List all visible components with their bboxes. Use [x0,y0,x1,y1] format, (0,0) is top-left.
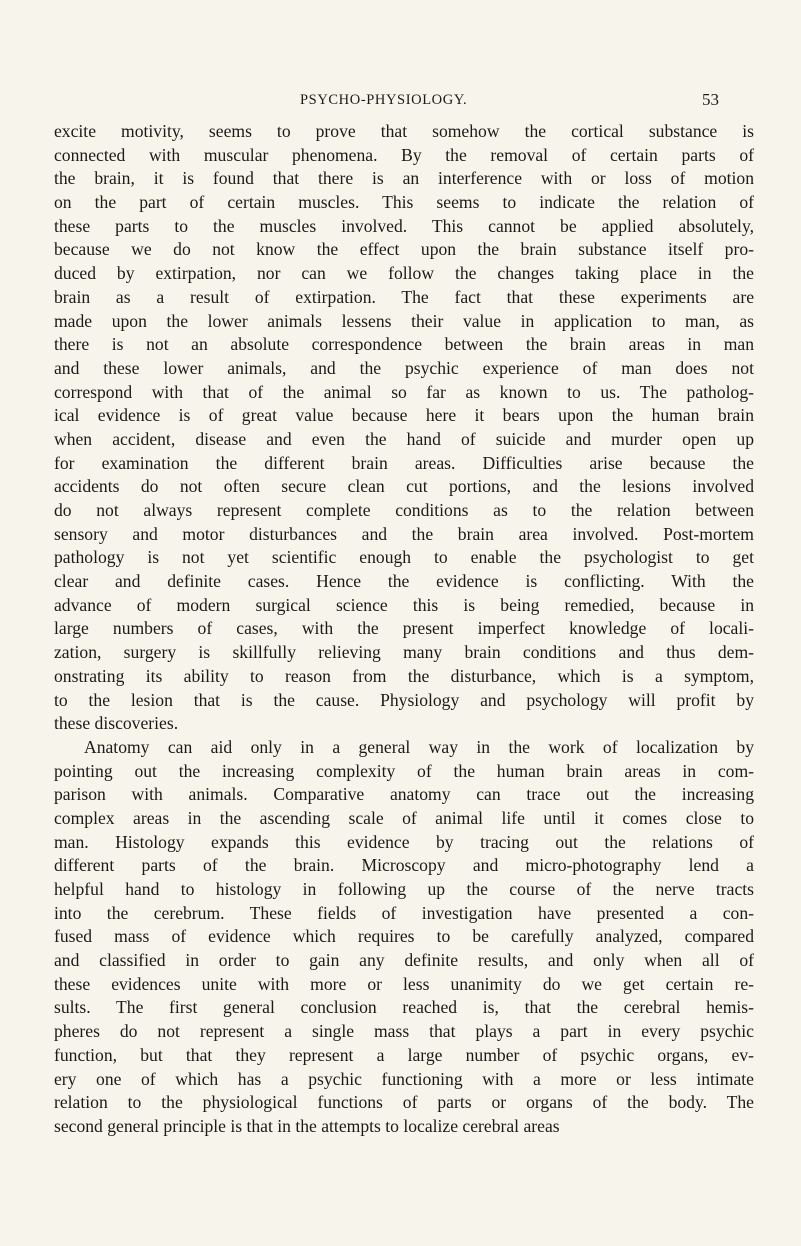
text-line: helpful hand to histology in following up the course of the nerve tracts [54,879,754,899]
text-line: pointing out the increasing complexity of the human brain areas in com- [54,760,754,781]
text-line: do not always represent complete conditions as to the relation between [54,500,754,520]
text-line: and these lower animals, and the psychic experience of man does not [54,357,754,378]
text-line: and classified in order to gain any definite results, and only when all of [54,950,754,971]
text-line: excite motivity, seems to prove that somehow the cortical substance is [54,121,754,141]
text-line: onstrating its ability to reason from the disturbance, which is a symptom, [54,665,754,686]
text-line: these parts to the muscles involved. This cannot be applied absolutely, [54,215,754,236]
text-line: fused mass of evidence which requires to be carefully analyzed, compared [54,926,754,947]
text-line: large numbers of cases, with the present imperfect knowledge of locali- [54,618,754,639]
page-number: 53 [702,90,719,109]
text-line: relation to the physiological functions of parts or organs of the body. The [54,1092,754,1113]
text-line: zation, surgery is skillfully relieving many brain conditions and thus dem- [54,642,754,663]
text-line: into the cerebrum. These fields of investigation have presented a con- [54,902,754,923]
text-line: sults. The first general conclusion reached is, that the cerebral hemis- [54,997,754,1018]
text-line: for examination the different brain areas. Difficulties arise because the [54,452,754,473]
text-line: different parts of the brain. Microscopy and micro-photography lend a [54,855,754,876]
text-line: second general principle is that in the attempts to localize cerebral areas [54,1115,560,1136]
paragraph-1 [54,120,754,736]
text-line: pathology is not yet scientific enough to enable the psychologist to get [54,547,754,568]
text-line: on the part of certain muscles. This seems to indicate the relation of [54,192,754,213]
body-text [54,120,754,1139]
text-line: made upon the lower animals lessens their value in application to man, as [54,310,754,331]
text-line: function, but that they represent a large number of psychic organs, ev- [54,1044,754,1065]
text-line: to the lesion that is the cause. Physiology and psychology will profit by [54,689,754,710]
text-line: pheres do not represent a single mass that plays a part in every psychic [54,1021,754,1042]
text-line: duced by extirpation, nor can we follow the changes taking place in the [54,263,754,284]
text-line: ery one of which has a psychic functioning with a more or less intimate [54,1068,754,1089]
text-line: complex areas in the ascending scale of animal life until it comes close to [54,807,754,828]
text-line: accidents do not often secure clean cut portions, and the lesions involved [54,476,754,497]
text-line: clear and definite cases. Hence the evidence is conflicting. With the [54,571,754,592]
text-line: advance of modern surgical science this is being remedied, because in [54,594,754,615]
text-line: brain as a result of extirpation. The fact that these experiments are [54,286,754,307]
text-line: because we do not know the effect upon the brain substance itself pro- [54,239,754,260]
text-line: connected with muscular phenomena. By the removal of certain parts of [54,144,754,165]
text-line: these discoveries. [54,713,179,734]
text-line: ical evidence is of great value because here it bears upon the human brain [54,405,754,426]
running-title: PSYCHO-PHYSIOLOGY. [300,92,468,108]
text-line: parison with animals. Comparative anatomy can trace out the increasing [54,784,754,805]
text-line: correspond with that of the animal so far as known to us. The patholog- [54,381,754,402]
text-line: there is not an absolute correspondence between the brain areas in man [54,334,754,355]
paragraph-2 [54,736,754,1139]
text-line: sensory and motor disturbances and the brain area involved. Post-mortem [54,523,754,544]
text-line: the brain, it is found that there is an interference with or loss of motion [54,168,754,189]
text-line: these evidences unite with more or less unanimity do we get certain re- [54,973,754,994]
text-line: when accident, disease and even the hand of suicide and murder open up [54,428,754,449]
text-line: Anatomy can aid only in a general way in the work of localization by [84,736,754,757]
text-line: man. Histology expands this evidence by tracing out the relations of [54,831,754,852]
